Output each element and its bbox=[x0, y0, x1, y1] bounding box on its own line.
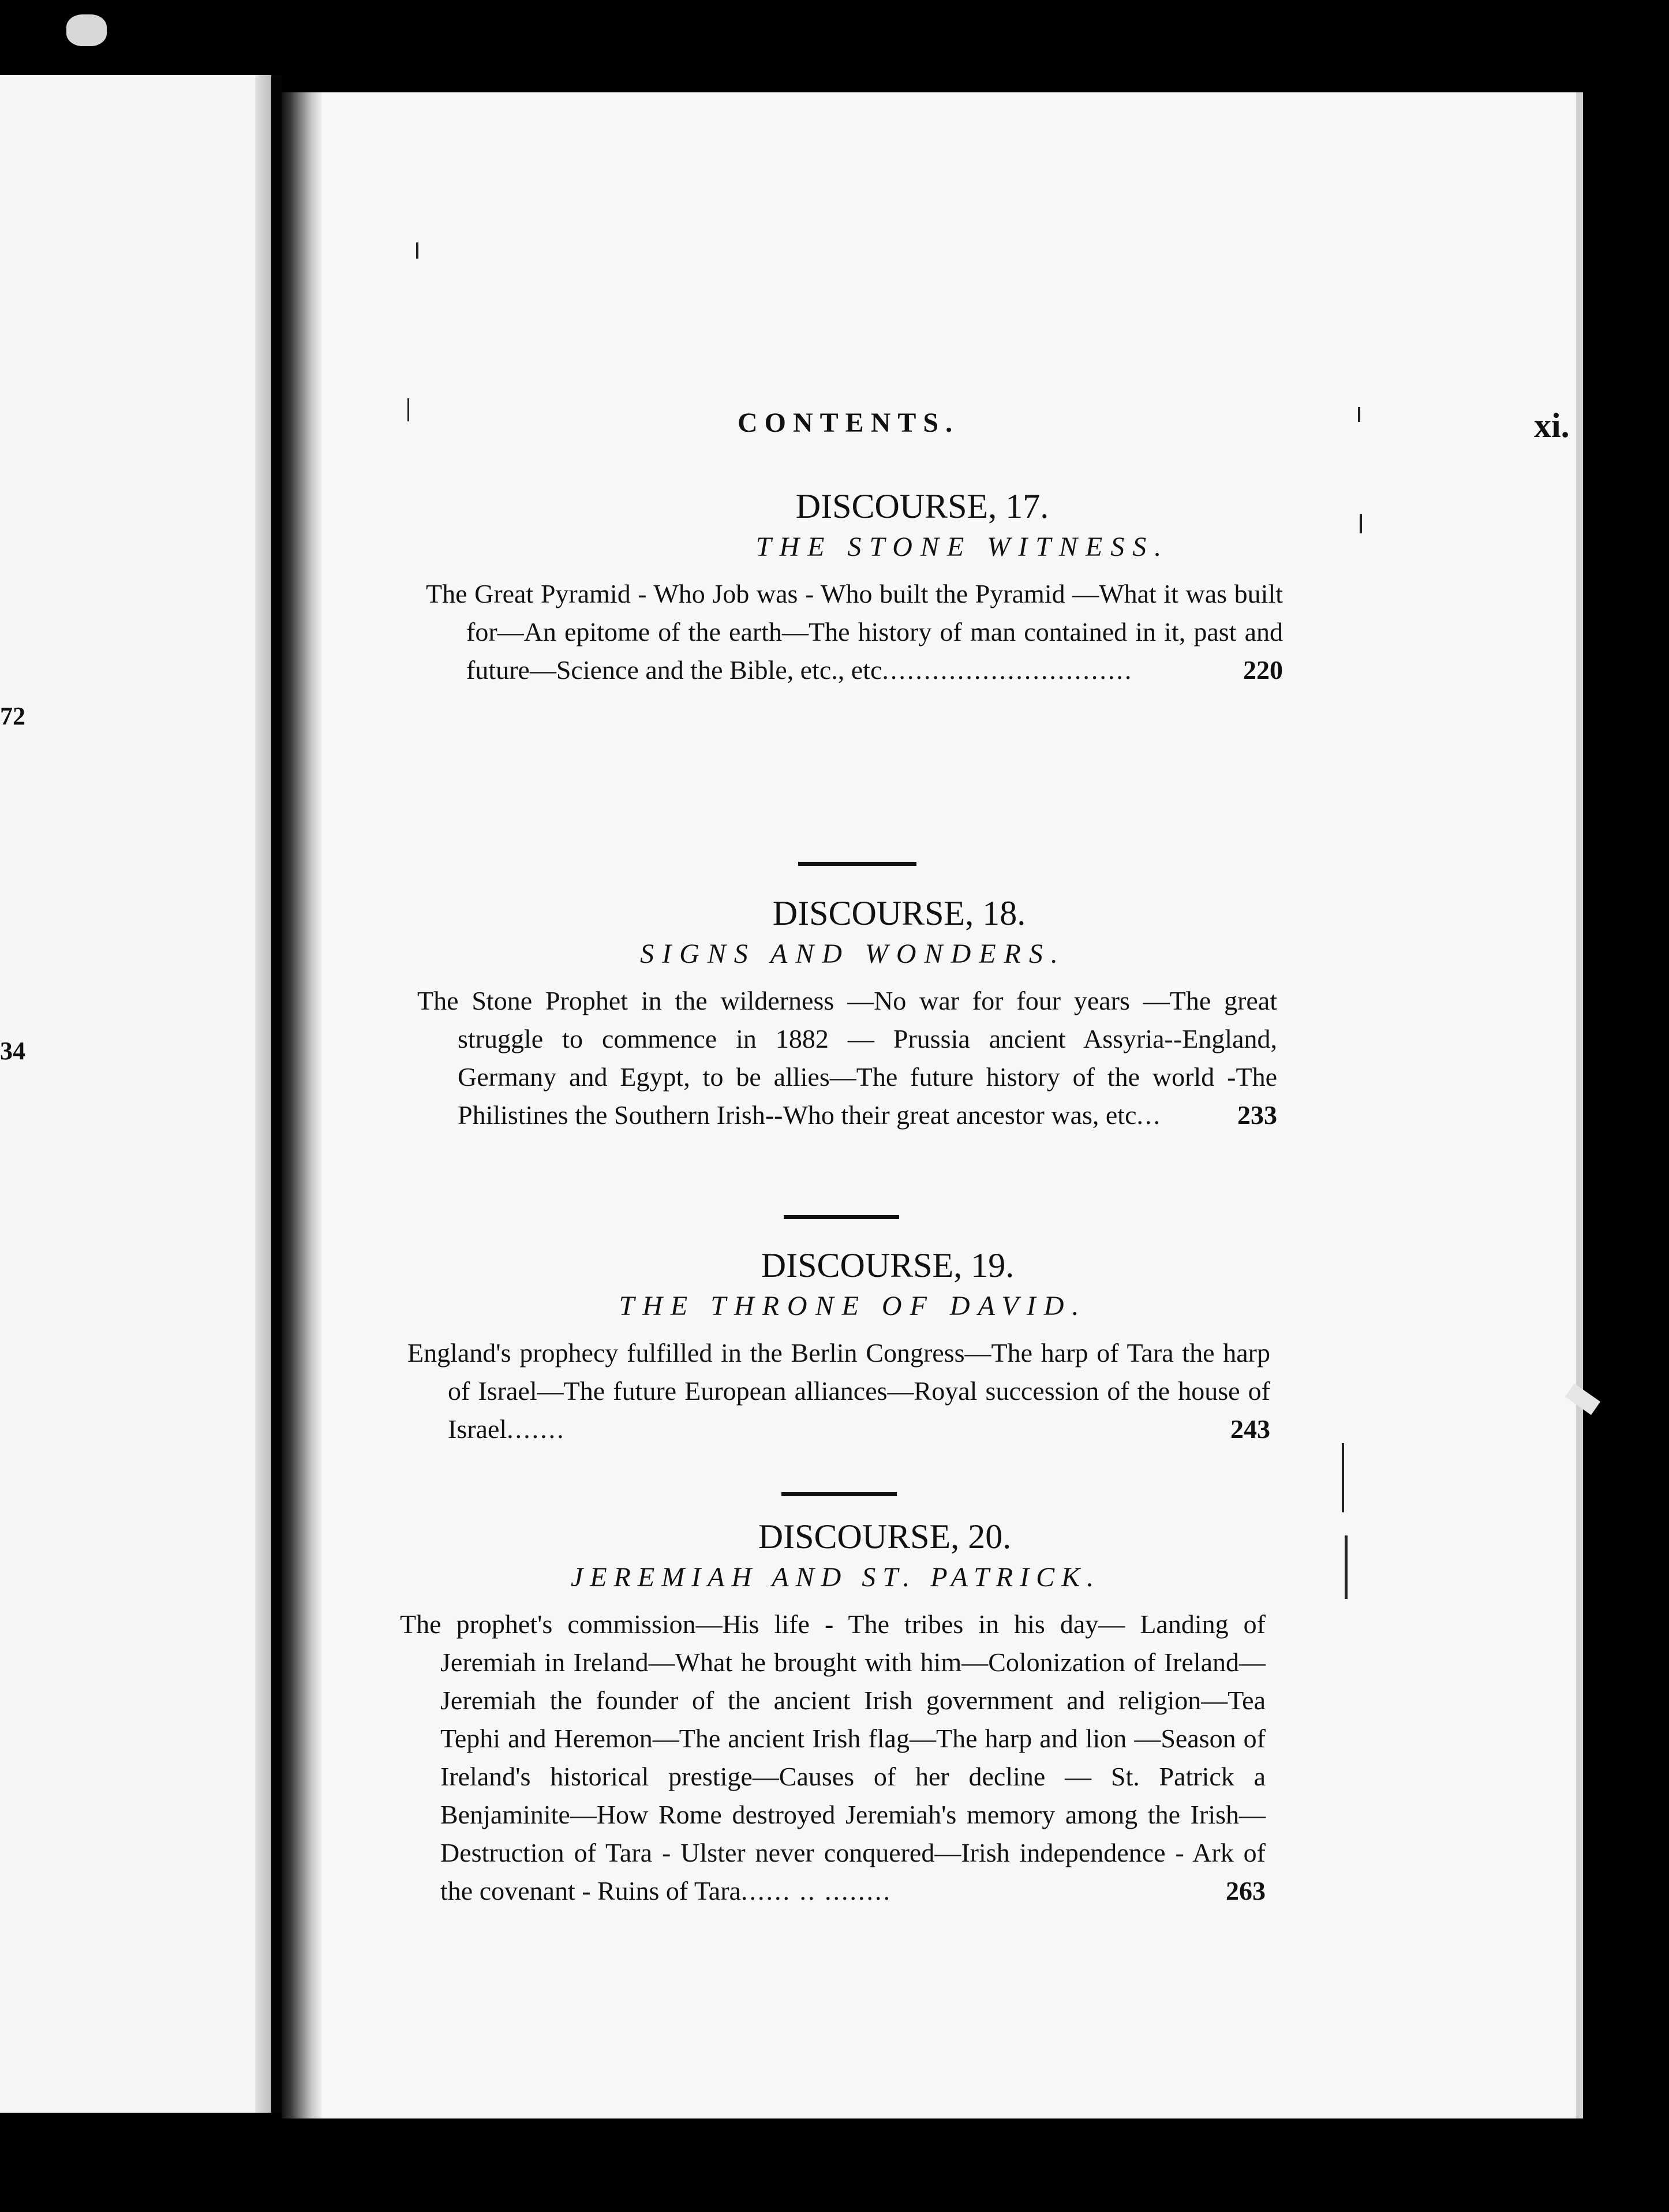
discourse-heading: DISCOURSE, 19. bbox=[761, 1246, 1015, 1284]
scan-speck bbox=[1342, 1443, 1344, 1512]
discourse-heading: DISCOURSE, 20. bbox=[758, 1518, 1012, 1556]
section-divider bbox=[781, 1492, 897, 1496]
discourse-subtitle: THE THRONE OF DAVID. bbox=[619, 1291, 1087, 1321]
discourse-subtitle: JEREMIAH AND ST. PATRICK. bbox=[570, 1562, 1101, 1593]
section-divider bbox=[784, 1215, 899, 1219]
dot-leader: .............................. bbox=[882, 655, 1133, 685]
discourse-summary bbox=[417, 982, 1277, 1134]
discourse-summary bbox=[426, 575, 1283, 689]
running-head bbox=[738, 407, 1583, 465]
running-title: CONTENTS. bbox=[738, 408, 960, 438]
scan-blemish bbox=[66, 14, 107, 46]
scan-speck bbox=[1358, 407, 1360, 422]
discourse-subtitle: SIGNS AND WONDERS. bbox=[640, 939, 1066, 969]
page-reference: 220 bbox=[1243, 655, 1283, 685]
page-reference: 263 bbox=[1226, 1876, 1266, 1905]
left-page-edge bbox=[255, 75, 271, 2113]
summary-text: England's prophecy fulfilled in the Berlin Congress—The harp of Tara the harp of Israel—The future European alliances—Royal succession of the house of Israel bbox=[407, 1338, 1270, 1444]
discourse-heading: DISCOURSE, 18. bbox=[772, 894, 1026, 932]
discourse-subtitle: THE STONE WITNESS. bbox=[755, 532, 1170, 562]
scan-speck bbox=[407, 398, 409, 421]
summary-text: The prophet's commission—His life - The tribes in his day— Landing of Jeremiah in Ireland—What he brought with him—Colonization of Ireland—Jeremiah the founder of the ancient Irish government and religion—Tea Tephi and Heremon—The ancient Irish flag—The harp and lion —Season of Ireland's historical prestige—Causes of her decline — St. Patrick a Benjaminite—How Rome destroyed Jeremiah's memory among the Irish—Destruction of Tara - Ulster never conquered—Irish independence - Ark of the covenant - Ruins of Tara bbox=[400, 1609, 1266, 1905]
binding-shadow bbox=[271, 75, 282, 2113]
scan-speck bbox=[1345, 1535, 1348, 1599]
page-number: xi. bbox=[1534, 406, 1570, 444]
discourse-entry bbox=[282, 1244, 1583, 1448]
discourse-entry bbox=[282, 892, 1583, 1134]
dot-leader: ... bbox=[1136, 1100, 1162, 1130]
page-text bbox=[282, 92, 1583, 2118]
left-margin-number: 72 bbox=[0, 702, 25, 730]
contents-page bbox=[282, 92, 1583, 2118]
discourse-heading: DISCOURSE, 17. bbox=[795, 487, 1049, 525]
summary-text: The Stone Prophet in the wilderness —No war for four years —The great struggle to commence in 1882 — Prussia ancient Assyria--England, Germany and Egypt, to be allies—The future history of the world -The Philistines the Southern Irish--Who their great ancestor was, etc bbox=[417, 986, 1277, 1130]
page-reference: 233 bbox=[1237, 1100, 1277, 1130]
left-page bbox=[0, 75, 271, 2113]
summary-text: The Great Pyramid - Who Job was - Who built the Pyramid —What it was built for—An epitome of the earth—The history of man contained in it, past and future—Science and the Bible, etc., etc bbox=[426, 579, 1283, 685]
page-reference: 243 bbox=[1230, 1414, 1270, 1444]
section-divider bbox=[798, 862, 916, 866]
dot-leader: ...... .. ........ bbox=[740, 1876, 892, 1905]
discourse-entry bbox=[282, 1515, 1583, 1910]
scan-speck bbox=[1360, 514, 1362, 533]
discourse-summary bbox=[407, 1334, 1270, 1448]
left-margin-number: 34 bbox=[0, 1037, 25, 1065]
dot-leader: ....... bbox=[507, 1414, 566, 1444]
discourse-summary bbox=[400, 1605, 1266, 1910]
discourse-entry bbox=[282, 485, 1583, 689]
scan-speck bbox=[416, 242, 418, 259]
